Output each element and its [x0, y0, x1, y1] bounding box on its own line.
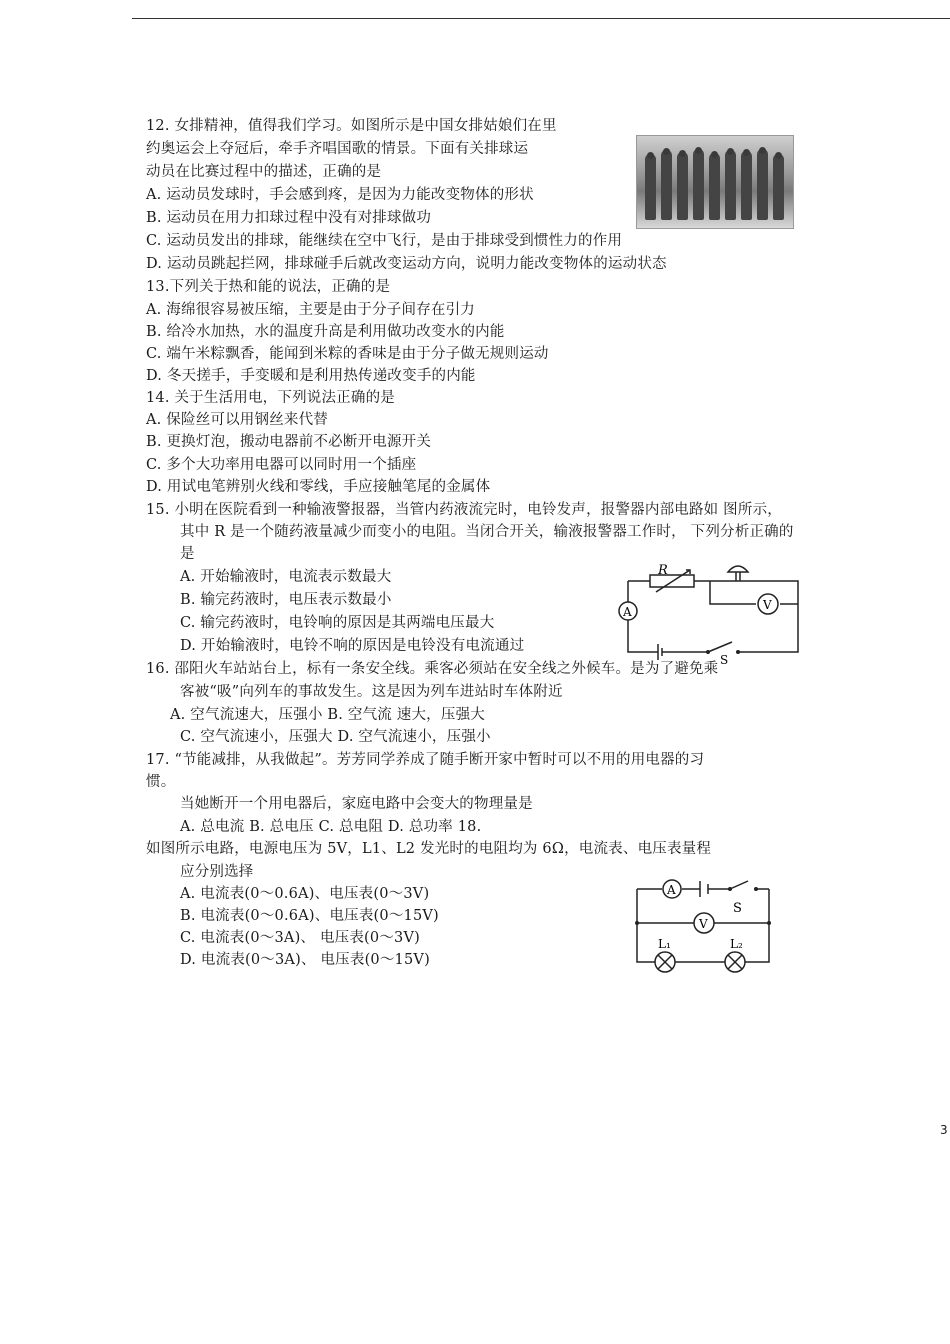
q16-options-cd: C. 空气流速小，压强大 D. 空气流速小，压强小	[180, 729, 491, 745]
q15-fig-label-v: V	[763, 598, 772, 612]
q12-stem-line3: 动员在比赛过程中的描述，正确的是	[146, 164, 382, 180]
q18-option-a: A. 电流表(0～0.6A)、电压表(0～3V)	[180, 886, 430, 902]
q18-option-c: C. 电流表(0～3A)、 电压表(0～3V)	[180, 930, 420, 946]
q18-stem-line2: 应分别选择	[180, 864, 254, 880]
volleyball-team-photo	[636, 135, 794, 229]
q16-stem-line1: 16. 邵阳火车站站台上，标有一条安全线。乘客必须站在安全线之外候车。是为了避免乘	[146, 661, 719, 677]
q14-option-b: B. 更换灯泡，搬动电器前不必断开电源开关	[146, 434, 432, 450]
q15-option-b: B. 输完药液时，电压表示数最小	[180, 592, 392, 608]
top-rule	[132, 18, 950, 19]
q17-stem-line2: 惯。	[146, 774, 176, 790]
q15-fig-label-r: R	[658, 563, 668, 578]
alarm-circuit-diagram	[590, 562, 804, 664]
q15-option-c: C. 输完药液时，电铃响的原因是其两端电压最大	[180, 615, 495, 631]
q15-stem-line2: 其中 R 是一个随药液量减少而变小的电阻。当闭合开关，输液报警器工作时， 下列分析正确的	[180, 524, 794, 540]
q12-stem-line2: 约奥运会上夺冠后，牵手齐唱国歌的情景。下面有关排球运	[146, 141, 529, 157]
q15-option-d: D. 开始输液时，电铃不响的原因是电铃没有电流通过	[180, 638, 525, 654]
q16-options-ab: A. 空气流速大，压强小 B. 空气流 速大，压强大	[170, 707, 485, 723]
q17-stem-line3: 当她断开一个用电器后，家庭电路中会变大的物理量是	[180, 796, 533, 812]
q18-fig-label-l1: L₁	[658, 937, 671, 951]
q15-stem-line1: 15. 小明在医院看到一种输液警报器，当管内药液流完时，电铃发声，报警器内部电路如 图所示，	[146, 502, 782, 518]
q15-fig-label-s: S	[720, 653, 729, 664]
q16-stem-line2: 客被“吸”向列车的事故发生。这是因为列车进站时车体附近	[180, 684, 563, 700]
q13-option-a: A. 海绵很容易被压缩，主要是由于分子间存在引力	[146, 302, 475, 318]
q13-stem: 13.下列关于热和能的说法，正确的是	[146, 279, 391, 295]
q14-option-d: D. 用试电笔辨别火线和零线，手应接触笔尾的金属体	[146, 479, 491, 495]
q15-option-a: A. 开始输液时，电流表示数最大	[180, 569, 392, 585]
q13-option-d: D. 冬天搓手，手变暖和是利用热传递改变手的内能	[146, 368, 476, 384]
q17-stem-line1: 17. “节能减排，从我做起”。芳芳同学养成了随手断开家中暂时可以不用的用电器的习	[146, 752, 705, 768]
lamp-circuit-diagram	[630, 874, 776, 974]
q12-option-a: A. 运动员发球时，手会感到疼，是因为力能改变物体的形状	[146, 187, 534, 203]
q14-stem: 14. 关于生活用电，下列说法正确的是	[146, 390, 395, 406]
q12-stem-line1: 12. 女排精神，值得我们学习。如图所示是中国女排姑娘们在里	[146, 118, 557, 134]
q18-fig-label-v: V	[699, 917, 708, 931]
q18-option-b: B. 电流表(0～0.6A)、电压表(0～15V)	[180, 908, 439, 924]
q15-stem-line3: 是	[180, 546, 195, 562]
q18-fig-label-l2: L₂	[730, 937, 743, 951]
q18-option-d: D. 电流表(0～3A)、 电压表(0～15V)	[180, 952, 430, 968]
q12-option-c: C. 运动员发出的排球，能继续在空中飞行，是由于排球受到惯性力的作用	[146, 233, 623, 249]
q13-option-b: B. 给冷水加热，水的温度升高是利用做功改变水的内能	[146, 324, 505, 340]
q18-fig-label-a: A	[667, 883, 676, 897]
q17-options: A. 总电流 B. 总电压 C. 总电阻 D. 总功率 18.	[180, 819, 482, 835]
page-number: 3	[940, 1123, 948, 1137]
q15-fig-label-a: A	[623, 605, 632, 619]
q14-option-c: C. 多个大功率用电器可以同时用一个插座	[146, 457, 417, 473]
q13-option-c: C. 端午米粽飘香，能闻到米粽的香味是由于分子做无规则运动	[146, 346, 549, 362]
q18-fig-label-s: S	[733, 901, 742, 916]
q12-option-b: B. 运动员在用力扣球过程中没有对排球做功	[146, 210, 432, 226]
q18-stem-line1: 如图所示电路，电源电压为 5V，L1、L2 发光时的电阻均为 6Ω，电流表、电压表量程	[146, 841, 712, 857]
q12-option-d: D. 运动员跳起拦网，排球碰手后就改变运动方向，说明力能改变物体的运动状态	[146, 256, 667, 272]
q14-option-a: A. 保险丝可以用钢丝来代替	[146, 412, 328, 428]
